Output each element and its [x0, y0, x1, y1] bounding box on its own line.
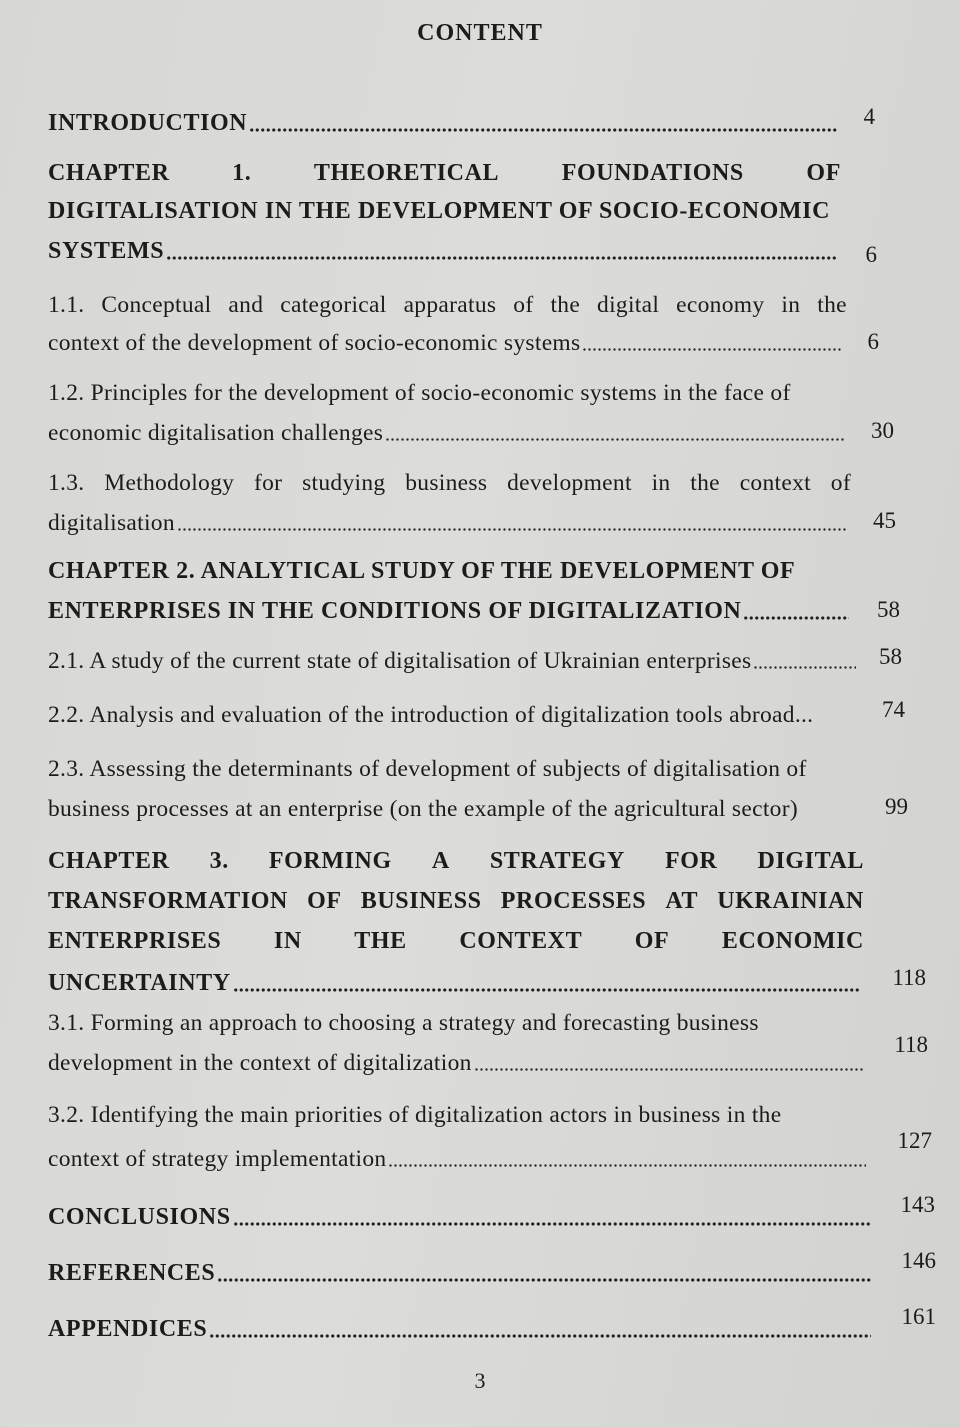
toc-page-number: 30 [871, 418, 894, 443]
toc-page-number: 58 [879, 644, 902, 669]
word: ECONOMIC [721, 928, 864, 954]
toc-label: REFERENCES [48, 1260, 216, 1286]
toc-page-number: 6 [865, 242, 877, 267]
toc-entry-introduction [48, 110, 840, 137]
toc-section-2-3-line2 [48, 796, 858, 823]
word: STRATEGY [489, 848, 625, 874]
word: studying [302, 470, 386, 496]
leader-dots [753, 666, 856, 669]
toc-label: 1.2. Principles for the development of socio-economic systems in the face of [48, 380, 791, 406]
word: for [253, 470, 283, 496]
leader-dots [233, 988, 861, 992]
toc-label: economic digitalisation challenges [48, 420, 384, 446]
toc-label: 2.2. Analysis and evaluation of the introduction of digitalization tools abroad... [48, 702, 814, 728]
toc-chapter3-line2 [48, 888, 864, 915]
toc-label: CONCLUSIONS [48, 1204, 231, 1230]
word: Methodology [104, 470, 235, 496]
toc-section-1-3-line1 [48, 470, 851, 497]
word: 1.1. [48, 292, 85, 318]
leader-dots [474, 1068, 863, 1071]
word: TRANSFORMATION [48, 888, 288, 914]
toc-page-number: 58 [877, 597, 900, 622]
leader-dots [388, 1164, 866, 1167]
word: digital [597, 292, 660, 318]
toc-entry-appendices [48, 1316, 873, 1343]
page-number: 3 [474, 1368, 486, 1393]
toc-label: ENTERPRISES IN THE CONDITIONS OF DIGITALIZATION [48, 598, 742, 624]
toc-label: DIGITALISATION IN THE DEVELOPMENT OF SOCIO-ECONOMIC [48, 198, 831, 224]
toc-section-3-1-line1 [48, 1010, 848, 1037]
word: THEORETICAL [313, 160, 500, 186]
toc-page-number: 146 [901, 1248, 936, 1273]
toc-chapter3-line3 [48, 928, 864, 955]
toc-label: 3.1. Forming an approach to choosing a strategy and forecasting business [48, 1010, 759, 1036]
toc-page-number: 74 [882, 697, 905, 722]
word: economy [676, 292, 765, 318]
leader-dots [249, 128, 838, 132]
leader-dots [217, 1278, 871, 1282]
toc-section-1-1-line1 [48, 292, 847, 319]
leader-dots [582, 348, 841, 351]
word: 1. [232, 160, 252, 186]
toc-page-number: 99 [885, 794, 908, 819]
word: apparatus [403, 292, 497, 318]
toc-section-1-3-line2 [48, 510, 848, 537]
toc-section-2-2 [48, 702, 863, 729]
word: CHAPTER [48, 160, 170, 186]
word: OF [806, 160, 841, 186]
toc-label: development in the context of digitalization [48, 1050, 472, 1076]
toc-label: 2.1. A study of the current state of digitalisation of Ukrainian enterprises [48, 648, 752, 674]
word: DIGITAL [757, 848, 864, 874]
word: BUSINESS [360, 888, 482, 914]
toc-section-2-1 [48, 648, 858, 675]
toc-section-2-3-line1 [48, 756, 858, 783]
leader-dots [166, 256, 838, 260]
toc-section-3-2-line1 [48, 1102, 848, 1129]
toc-label: APPENDICES [48, 1316, 208, 1342]
toc-chapter2-line2 [48, 598, 851, 625]
toc-section-3-1-line2 [48, 1050, 865, 1077]
word: context [739, 470, 811, 496]
word: of [830, 470, 851, 496]
toc-entry-references [48, 1260, 873, 1287]
word: OF [634, 928, 670, 954]
word: the [690, 470, 720, 496]
leader-dots [177, 528, 846, 531]
toc-label: SYSTEMS [48, 238, 165, 264]
toc-label: INTRODUCTION [48, 110, 248, 136]
toc-page-number: 143 [900, 1192, 935, 1217]
word: Conceptual [101, 292, 212, 318]
toc-label: UNCERTAINTY [48, 970, 231, 996]
toc-chapter1-line2 [48, 198, 848, 225]
word: OF [307, 888, 342, 914]
word: categorical [280, 292, 387, 318]
toc-page-number: 118 [892, 965, 926, 990]
toc-page-number: 4 [863, 104, 875, 129]
toc-page-number: 127 [897, 1128, 932, 1153]
toc-label: 2.3. Assessing the determinants of development of subjects of digitalisation of [48, 756, 807, 782]
word: of [513, 292, 534, 318]
toc-chapter1-line3 [48, 238, 840, 265]
word: CHAPTER [48, 848, 170, 874]
leader-dots [209, 1334, 871, 1338]
toc-section-1-1-line2 [48, 330, 843, 357]
word: FORMING [268, 848, 392, 874]
word: FOR [665, 848, 718, 874]
toc-label: business processes at an enterprise (on the example of the agricultural sector) [48, 796, 798, 822]
word: PROCESSES [500, 888, 647, 914]
leader-dots [233, 1222, 871, 1226]
leader-dots [385, 438, 846, 441]
toc-chapter2-line1 [48, 558, 858, 585]
page-title: CONTENT [417, 20, 543, 46]
toc-label: CHAPTER 2. ANALYTICAL STUDY OF THE DEVELOPMENT OF [48, 558, 796, 584]
toc-chapter1-line1 [48, 160, 841, 187]
toc-chapter3-line4 [48, 970, 863, 997]
toc-page-number: 161 [901, 1304, 936, 1329]
toc-chapter3-line1 [48, 848, 864, 875]
toc-label: digitalisation [48, 510, 175, 536]
word: and [228, 292, 264, 318]
word: the [550, 292, 581, 318]
toc-page-number: 45 [873, 508, 896, 533]
toc-label: context of the development of socio-economic systems [48, 330, 581, 356]
toc-section-1-2-line2 [48, 420, 848, 447]
toc-page-number: 118 [894, 1032, 928, 1057]
word: development [507, 470, 632, 496]
toc-section-3-2-line2 [48, 1146, 868, 1173]
word: UKRAINIAN [717, 888, 864, 914]
toc-label: 3.2. Identifying the main priorities of digitalization actors in business in the [48, 1102, 782, 1128]
word: 3. [209, 848, 229, 874]
toc-page-number: 6 [867, 329, 879, 354]
word: business [405, 470, 488, 496]
word: THE [354, 928, 407, 954]
word: CONTEXT [459, 928, 583, 954]
word: FOUNDATIONS [561, 160, 744, 186]
word: A [431, 848, 450, 874]
toc-label: context of strategy implementation [48, 1146, 387, 1172]
word: ENTERPRISES [48, 928, 222, 954]
toc-section-1-2-line1 [48, 380, 853, 407]
leader-dots [743, 616, 849, 620]
toc-entry-conclusions [48, 1204, 873, 1231]
word: 1.3. [48, 470, 85, 496]
word: IN [273, 928, 302, 954]
word: the [817, 292, 847, 318]
word: in [651, 470, 671, 496]
word: AT [665, 888, 699, 914]
word: in [781, 292, 801, 318]
